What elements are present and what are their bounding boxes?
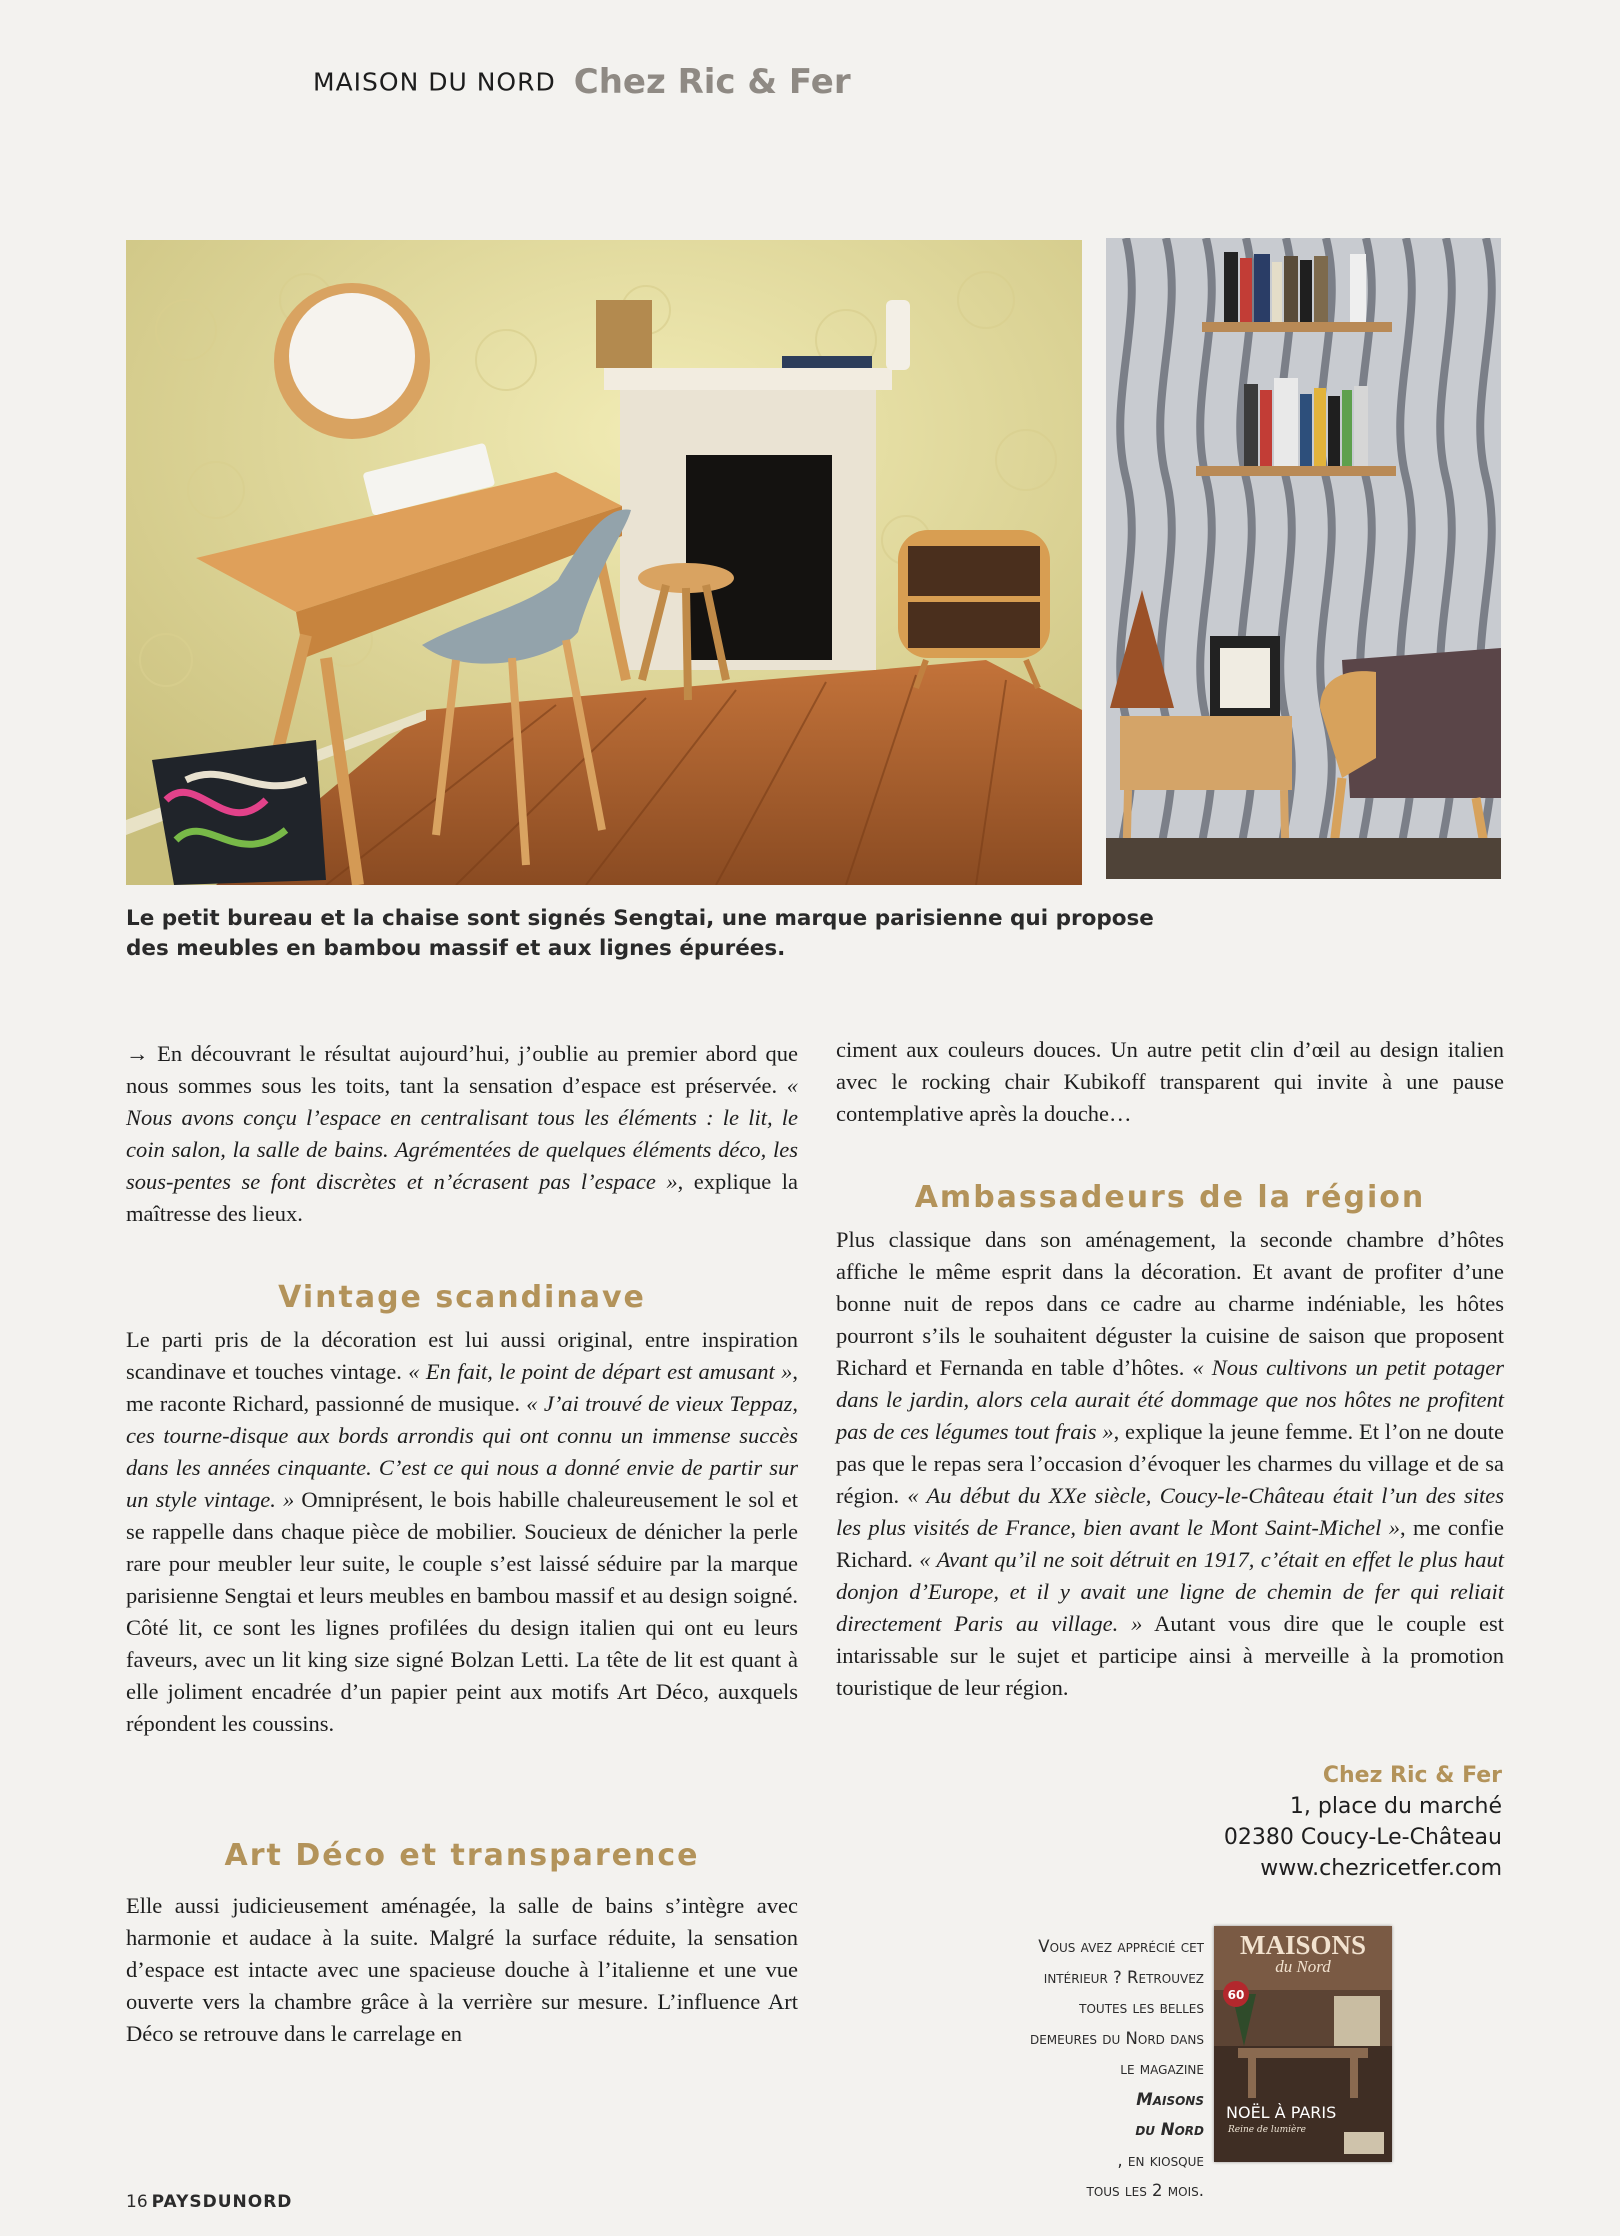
photo-shelves-armchair [1106, 238, 1501, 879]
section-label: MAISON DU NORD [313, 67, 556, 97]
photo-desk-fireplace [126, 240, 1082, 885]
magazine-subtitle: du Nord [1275, 1957, 1331, 1976]
magazine-headline: NOËL À PARIS [1226, 2103, 1337, 2122]
paragraph: ciment aux couleurs douces. Un autre petit clin d’œil au design italien avec le rocking chair Kubikoff transparent qui invite à une pause contemplative après la douche… [836, 1037, 1504, 1126]
paragraph: Le parti pris de la décoration est lui aussi original, entre inspiration scandinave et touches vintage. « En fait, le point de départ est amusant », me raconte Richard, passionné de musique. « J’ai trouvé de vieux Teppaz, ces tourne-disque aux bords arrondis qui ont connu un immense succès dans les années cinquante. C’est ce qui nous a donné envie de partir sur un style vintage. » Omniprésent, le bois habille chaleureusement le sol et se rappelle dans chaque pièce de mobilier. Soucieux de dénicher la perle rare pour meubler leur suite, le couple s’est laissé séduire par la marque parisienne Sengtai et leurs meubles en bambou massif et au design soigné. Côté lit, ce sont les lignes profilées du design italien qui ont eu leurs faveurs, avec un lit king size signé Bolzan Letti. La tête de lit est quant à elle joliment encadrée d’un papier peint aux motifs Art Déco, auxquels répondent les coussins. [126, 1327, 798, 1736]
paragraph: → En découvrant le résultat aujourd’hui, j’oublie au premier abord que nous sommes sous les toits, tant la sensation d’espace est préservée. « Nous avons conçu l’espace en centralisant tous les éléments : le lit, le coin salon, la salle de bains. Agrémentées de quelques éléments déco, les sous-pentes se font discrètes et n’écrasent pas l’espace », explique la maîtresse des lieux. [126, 1041, 798, 1226]
magazine-subheadline: Reine de lumière [1228, 2125, 1306, 2135]
address-street: 1, place du marché [1289, 1794, 1502, 1819]
vintage-paragraph [126, 1324, 798, 1740]
intro-paragraph [126, 1038, 798, 1230]
caption-line: Le petit bureau et la chaise sont signés Sengtai, une marque parisienne qui propose [126, 906, 1154, 931]
address-website[interactable]: www.chezricetfer.com [1260, 1856, 1502, 1881]
photo-caption [126, 904, 1154, 964]
magazine-promo: Vous avez apprécié cet intérieur ? Retrouvez toutes les belles demeures du Nord dans le magazine Maisons du Nord , en kiosque tous les 2 mois. [1029, 1937, 1204, 2200]
magazine-cover [1214, 1926, 1392, 2162]
page-folio [126, 2192, 292, 2212]
subheading-art-deco: Art Déco et transparence [224, 1838, 700, 1873]
art-deco-paragraph [126, 1890, 798, 2050]
page-number: 16 [126, 2192, 148, 2212]
paragraph: Elle aussi judicieusement aménagée, la salle de bains s’intègre avec harmonie et audace à la suite. Malgré la surface réduite, la sensation d’espace est intacte avec une spacieuse douche à l’italienne et une vue ouverte vers la chambre grâce à la verrière sur mesure. L’influence Art Déco se retrouve dans le carrelage en [126, 1893, 798, 2046]
ambassadeurs-paragraph [836, 1224, 1504, 1704]
magazine-name: PAYSDUNORD [151, 2192, 293, 2212]
caption-line: des meubles en bambou massif et aux lignes épurées. [126, 936, 786, 961]
address-city: 02380 Coucy-Le-Château [1223, 1825, 1502, 1850]
magazine-title: MAISONS [1239, 1930, 1367, 1960]
paragraph: Plus classique dans son aménagement, la seconde chambre d’hôtes affiche le même esprit dans la décoration. Et avant de profiter d’une bonne nuit de repos dans ce cadre au charme indéniable, les hôtes pourront s’ils le souhaitent déguster la cuisine de saison que proposent Richard et Fernanda en table d’hôtes. « Nous cultivons un petit potager dans le jardin, alors cela aurait été dommage que nos hôtes ne profitent pas de ces légumes tout frais », explique la jeune femme. Et l’on ne doute pas que le repas sera l’occasion d’évoquer les charmes du village et de sa région. « Au début du XXe siècle, Coucy-le-Château était l’un des sites les plus visités de France, bien avant le Mont Saint-Michel », me confie Richard. « Avant qu’il ne soit détruit en 1917, c’était en effet le plus haut donjon d’Europe, et il y avait une ligne de chemin de fer qui reliait directement Paris au village. » Autant vous dire que le couple est intarissable sur le sujet et participe ainsi à merveille à la promotion touristique de leur région. [836, 1227, 1505, 1700]
running-head [313, 62, 851, 102]
continued-paragraph [836, 1034, 1504, 1130]
article-title: Chez Ric & Fer [573, 62, 851, 102]
address-name: Chez Ric & Fer [1322, 1763, 1502, 1788]
subheading-vintage: Vintage scandinave [278, 1280, 646, 1315]
arrow-icon: → [126, 1041, 149, 1066]
address-block [1224, 1760, 1502, 1884]
subheading-ambassadeurs: Ambassadeurs de la région [914, 1180, 1426, 1215]
magazine-badge: 60 [1227, 1988, 1245, 2002]
